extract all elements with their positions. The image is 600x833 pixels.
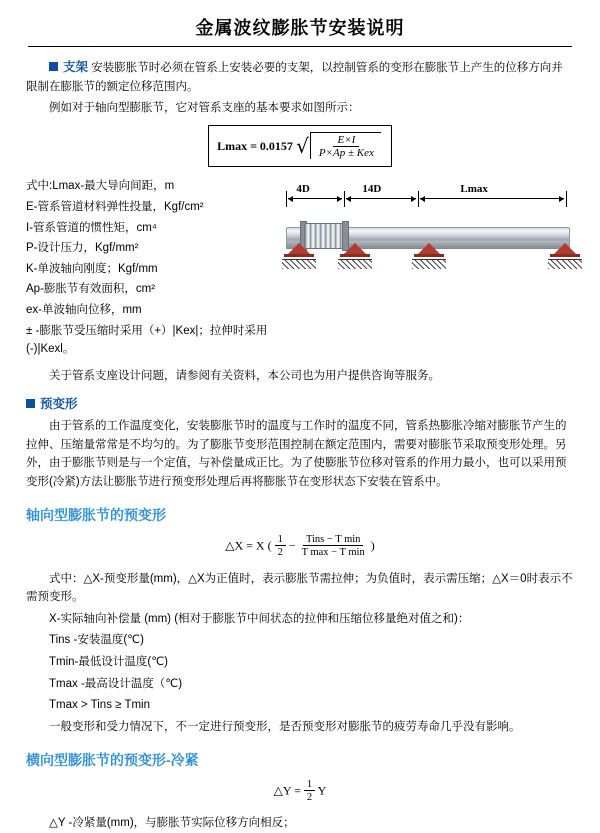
- figure-ground-hatch: [338, 259, 372, 269]
- formula-numerator: E×I: [333, 134, 359, 147]
- square-bullet-icon: [26, 399, 35, 408]
- legend-list: [26, 177, 272, 361]
- equation-lateral: [26, 779, 574, 804]
- document-page: [0, 14, 600, 830]
- figure-arrow-lmax: [420, 198, 564, 199]
- equation-lateral-half: [304, 779, 315, 804]
- axial-note: Tins -安装温度(℃): [49, 634, 144, 647]
- page-title: 金属波纹膨胀节安装说明: [195, 18, 405, 39]
- equation-lateral-half-den: 2: [306, 791, 313, 803]
- figure-tick: [344, 191, 345, 207]
- figure-support: [550, 243, 580, 259]
- equation-axial-temp-fraction: [299, 534, 368, 559]
- axial-note: Tmax -最高设计温度（℃): [49, 677, 183, 690]
- document-body: [0, 57, 600, 833]
- section-2-p1: 由于管系的工作温度变化，安装膨胀节时的温度与工作时的温度不同，管系热膨胀冷缩对膨胀节产生的拉伸、压缩量常常是不均匀的。为了膨胀节变形范围控制在额定范围内，需要对膨胀节采取预变形处理。另外，由于膨胀节则是与一个定值，与补偿量成正比。为了使膨胀节位移对管系的作用力最小，也可以采用预变形(冷紧)方法让膨胀节进行预变形处理后再将膨胀节在变形状态下安装在管系中。: [26, 420, 567, 489]
- section-1-heading-paragraph: [26, 57, 574, 96]
- figure-dim-lmax: Lmax: [460, 183, 488, 196]
- figure-ground-hatch: [412, 259, 446, 269]
- figure-support: [414, 243, 444, 259]
- legend-item: ± -膨胀节受压缩时采用（+）|Kex|；拉伸时采用(-)|Kexl。: [26, 324, 268, 356]
- section-2-heading: 预变形: [40, 396, 78, 411]
- equation-axial-frac-num: Tins − T min: [303, 534, 363, 546]
- legend-item: 式中:Lmax-最大导向间距，m: [26, 180, 175, 193]
- subsection-lateral-heading: 横向型膨胀节的预变形-冷紧: [26, 751, 199, 768]
- equation-axial: [26, 534, 574, 559]
- equation-axial-half-num: 1: [275, 534, 286, 546]
- figure-ground-hatch: [548, 259, 582, 269]
- legend-item: I-管系管道的惯性矩，cm⁴: [26, 221, 157, 234]
- legend-figure-row: [26, 173, 574, 361]
- equation-lateral-half-num: 1: [304, 779, 315, 791]
- equation-lateral-content: [274, 779, 327, 804]
- axial-note: X-实际轴向补偿量 (mm) (相对于膨胀节中间状态的拉伸和压缩位移量绝对值之和)：: [49, 612, 470, 625]
- figure-tick: [566, 191, 567, 207]
- figure-dim-14d: 14D: [362, 183, 382, 196]
- equation-axial-lhs: △X = X (: [225, 538, 272, 553]
- axial-note: 式中：△X-预变形量(mm)，△X为正值时，表示膨胀节需拉伸；为负值时，表示需压缩；△X＝0时表示不需预变形。: [26, 572, 573, 604]
- expansion-joint-figure: [278, 181, 574, 299]
- lateral-note: △Y -冷紧量(mm)，与膨胀节实际位移方向相反；: [49, 817, 295, 830]
- title-divider: [28, 46, 572, 47]
- formula-lmax-box: [208, 125, 392, 167]
- figure-dim-4d: 4D: [296, 183, 310, 196]
- section-1-p1: 安装膨胀节时必须在管系上安装必要的支架，以控制管系的变形在膨胀节上产生的位移方向并限制在膨胀节的额定位移范围内。: [26, 62, 563, 93]
- equation-lateral-rhs: Y: [317, 783, 327, 798]
- legend-item: P-设计压力，Kgf/mm²: [26, 242, 139, 255]
- formula-lmax-label: Lmax = 0.0157: [217, 138, 293, 153]
- formula-fraction: [315, 134, 378, 159]
- axial-note: Tmin-最低设计温度(℃): [49, 656, 168, 668]
- equation-axial-half: [275, 534, 286, 559]
- figure-arrow-14d: [346, 198, 416, 199]
- figure-ground-hatch: [282, 259, 316, 269]
- legend-item: Ap-膨胀节有效面积，cm²: [26, 283, 156, 296]
- figure-support: [284, 243, 314, 259]
- figure-tick: [418, 191, 419, 207]
- axial-note: 一般变形和受力情况下，不一定进行预变形，是否预变形对膨胀节的疲劳寿命几乎没有影响。: [49, 720, 521, 733]
- equation-axial-frac-den: T max − T min: [301, 546, 365, 558]
- formula-lmax-wrap: [26, 125, 574, 167]
- equation-axial-content: [225, 534, 374, 559]
- figure-support: [340, 243, 370, 259]
- section-1-p2: 例如对于轴向型膨胀节，它对管系支座的基本要求如图所示：: [49, 102, 360, 115]
- equation-axial-rhs: ): [370, 538, 375, 553]
- axial-note: Tmax > Tins ≥ Tmin: [49, 699, 150, 712]
- section-2-heading-paragraph: [26, 394, 574, 415]
- formula-lmax-radicand: [310, 132, 381, 159]
- formula-denominator: P×Ap ± Kex: [318, 146, 374, 159]
- section-1-heading: 支架: [63, 60, 89, 74]
- equation-lateral-lhs: △Y =: [273, 783, 301, 798]
- sqrt-icon: √: [296, 133, 309, 158]
- equation-axial-minus: −: [288, 538, 296, 553]
- legend-item: ex-单波轴向位移，mm: [26, 304, 142, 317]
- legend-item: E-管系管道材料弹性投量，Kgf/cm²: [26, 200, 204, 213]
- legend-item: K-单波轴向刚度；Kgf/mm: [26, 262, 158, 275]
- section-1-p3: 关于管系支座设计问题，请参阅有关资料，本公司也为用户提供咨询等服务。: [49, 369, 440, 382]
- equation-axial-half-den: 2: [277, 546, 283, 558]
- figure-arrow-4d: [288, 198, 342, 199]
- figure-tick: [286, 191, 287, 207]
- subsection-axial-heading: 轴向型膨胀节的预变形: [26, 506, 166, 523]
- square-bullet-icon: [49, 62, 58, 71]
